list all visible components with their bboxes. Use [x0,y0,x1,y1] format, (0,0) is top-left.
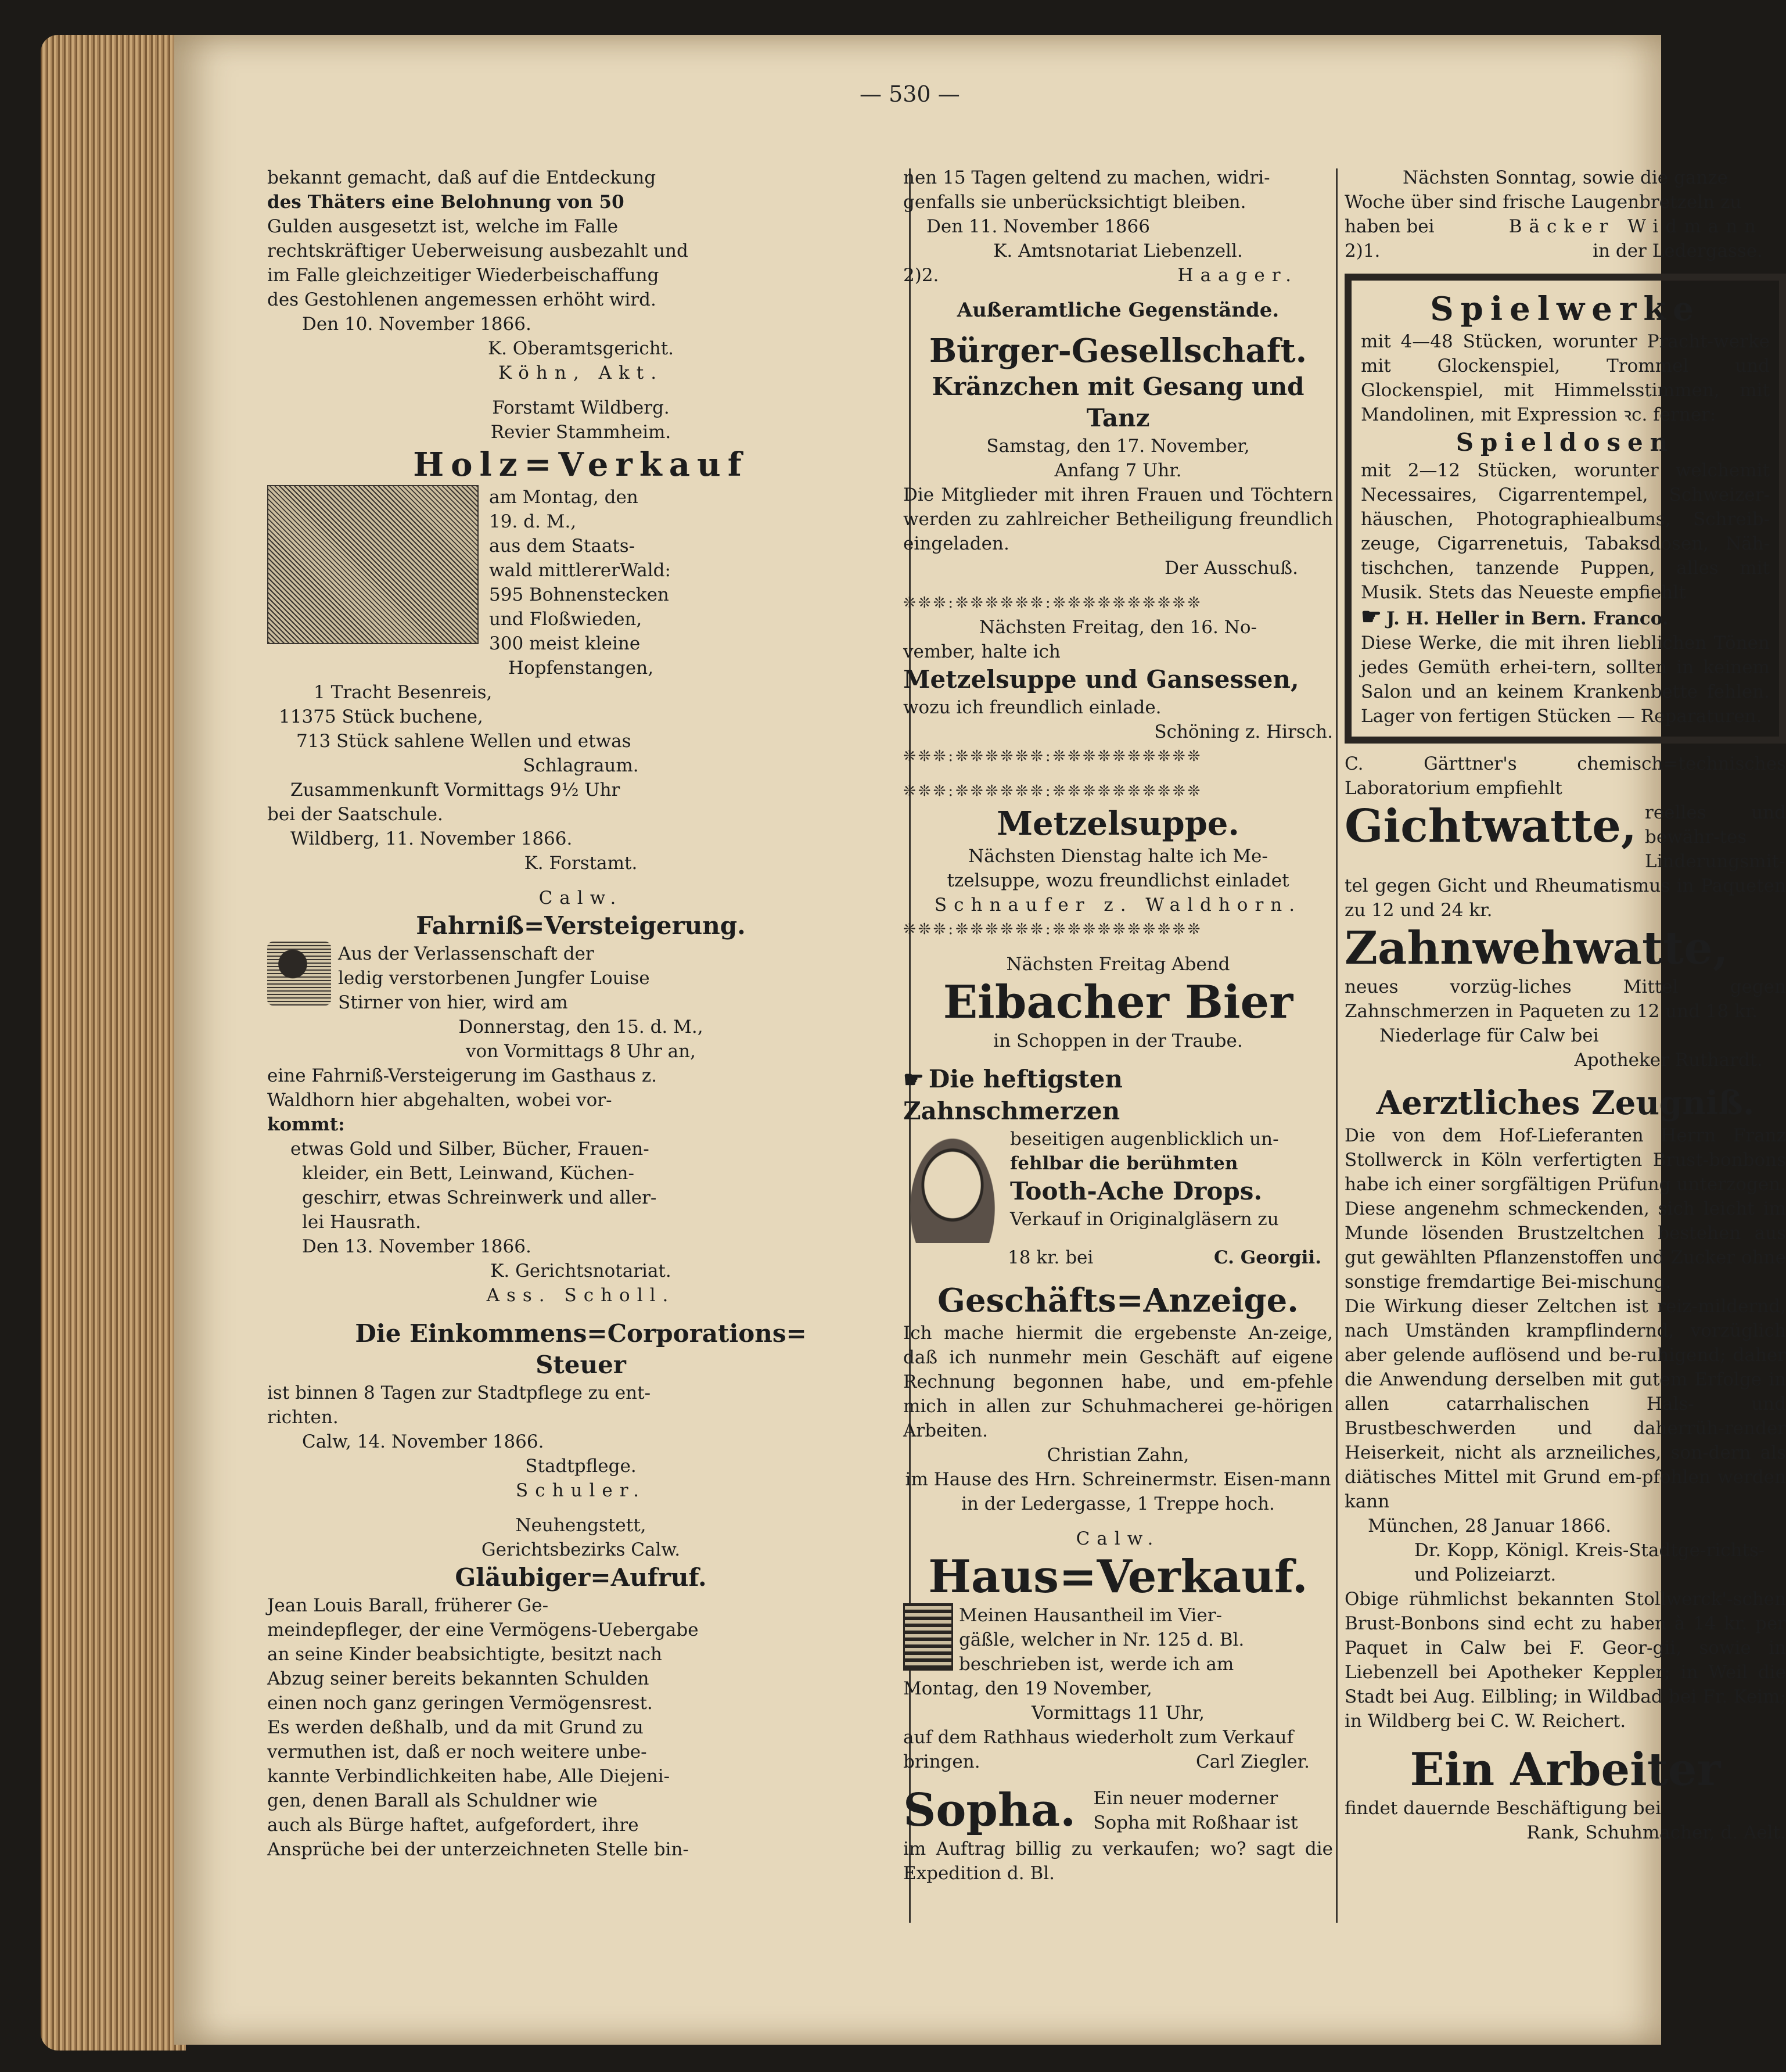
bretzel-num: 2)1. [1345,240,1381,261]
glaeubiger-pre1: Neuhengstett, [515,1515,646,1536]
zeugniss-ad [1345,1083,1786,1733]
holz-meet2: bei der Saatschule. [267,804,443,825]
reward-line: rechtskräftiger Ueberweisung ausbezahlt und [267,240,688,261]
glaeubiger-line: Abzug seiner bereits bekannten Schulden [267,1668,649,1689]
bier-title: Eibacher Bier [943,976,1293,1029]
zeugniss-sign: Dr. Kopp, Königl. Kreis-Stadtge-richts- und Polizeiarzt. [1414,1540,1765,1585]
fahrniss-line: ledig verstorbenen Jungfer Louise [338,968,650,989]
forest-woodcut-image [267,485,479,644]
arbeiter-sign: Rank, Schuhmacher, d. Aelt. [1526,1822,1786,1843]
bretzel-ad [1345,166,1786,263]
arbeiter-text: findet dauernde Beschäftigung bei [1345,1798,1661,1819]
glaeubiger-title: Gläubiger=Aufruf. [455,1563,707,1592]
gaertner-depot: Niederlage für Calw bei [1379,1025,1599,1046]
section-heading: Außeramtliche Gegenstände. [957,299,1280,322]
buerger-sign: Der Ausschuß. [1165,558,1298,579]
gaertner-intro: C. Gärttner's chemisch=technisches Laboratorium empfiehlt [1345,753,1786,799]
holz-date: Wildberg, 11. November 1866. [290,828,573,849]
arbeiter-title: Ein Arbeiter [1410,1743,1721,1796]
column-3 [1345,166,1786,1855]
holz-line: Hopfenstangen, [508,658,654,678]
bier-post: in Schoppen in der Traube. [993,1030,1243,1051]
spielwerke-title: Spielwerke [1430,290,1701,328]
holz-pre2: Revier Stammheim. [490,422,671,443]
reward-date: Den 10. November 1866. [302,314,531,335]
holz-line: am Montag, den [489,487,638,508]
gichtwatte-text: reelles und bewähr-tes Linderungsmit-tel gegen Gicht und Rheumatismus in Paqueten zu 12 und 24 kr. [1345,802,1786,921]
bretzel-addr: in der Ledergasse. [1593,240,1763,261]
zeugniss-text3: Obige rühmlichst bekannten Stollwerck'-schen Brust-Bonbons sind echt zu haben à 14 kr. per Paquet in Calw bei F. Geor-gii, sowie in Liebenzell bei Apotheker Keppler; in Weil die Stadt bei Aug. Eilbling; in Wildbad bei Fr. Keim; in Wildberg bei C. W. Reichert. [1345,1589,1786,1732]
metzelsuppe-line: Nächsten Dienstag halte ich Me- [968,846,1268,867]
fahrniss-line: eine Fahrniß-Versteigerung im Gasthaus z. [267,1065,657,1086]
glaeubiger-line: an seine Kinder beabsichtigte, besitzt nach [267,1644,662,1665]
notariat-office: K. Amtsnotariat Liebenzell. [993,240,1243,261]
reward-office: K. Oberamtsgericht. [487,338,674,359]
sopha-rest: im Auftrag billig zu verkaufen; wo? sagt die Expedition d. Bl. [903,1838,1333,1884]
geschaeft-sign: Christian Zahn, [1047,1445,1190,1466]
holz-line2: 1 Tracht Besenreis, [314,682,493,703]
holz-meet: Zusammenkunft Vormittags 9½ Uhr [290,780,620,800]
geschaeft-addr: im Hause des Hrn. Schreinermstr. Eisen-mann in der Ledergasse, 1 Treppe hoch. [905,1469,1331,1514]
steuer-ad [267,1318,894,1503]
glaeubiger-line: auch als Bürge haftet, aufgefordert, ihre [267,1815,639,1836]
holz-line: 595 Bohnenstecken [489,584,669,605]
geschaeft-ad [903,1280,1333,1516]
column-1 [267,166,894,1872]
glaeubiger-pre2: Gerichtsbezirks Calw. [481,1539,681,1560]
holz-verkauf-ad [267,396,894,875]
gansessen-ad [903,591,1333,769]
spielwerke-text3: Diese Werke, die mit ihren lieblichen Tönen jedes Gemüth erhei-tern, sollten in keinem Salon und an keinem Krankenbette fehlen. Lager von fertigen Stücken — Reparaturen. [1361,633,1770,727]
notariat-line: genfalls sie unberücksichtigt bleiben. [903,192,1246,213]
holz-line: aus dem Staats- [489,536,635,556]
toothache-line: beseitigen augenblicklich un- [1010,1129,1279,1150]
holz-line: 19. d. M., [489,511,577,532]
spielwerke-text2: mit 2—12 Stücken, worunter welchemit Necessaires, Cigarrentempel, Schweizer-häuschen, Photographiealbums, Schreib-zeuge, Cigarrenetuis, Tabaksdosen, Näh-tischchen, tanzende Puppen, alles mit Musik. Stets das Neueste empfiehlt [1361,460,1770,603]
fahrniss-line: geschirr, etwas Schreinwerk und aller- [302,1187,657,1208]
glaeubiger-line: vermuthen ist, daß er noch weitere unbe- [267,1741,647,1762]
haus-title: Haus=Verkauf. [928,1550,1308,1603]
buerger-line: Anfang 7 Uhr. [1054,460,1182,481]
gansessen-invite: wozu ich freundlich einlade. [903,697,1162,718]
fahrniss-line: Aus der Verlassenschaft der [338,943,594,964]
holz-line2: Schlagraum. [523,755,639,776]
steuer-date: Calw, 14. November 1866. [302,1431,544,1452]
metzelsuppe-line: tzelsuppe, wozu freundlichst einladet [947,870,1289,891]
bretzel-seller: Bäcker Widmann [1508,216,1763,237]
toothache-line: fehlbar die berühmten [1010,1153,1238,1174]
gichtwatte-title: Gichtwatte, [1345,800,1637,853]
fahrniss-line: lei Hausrath. [302,1212,421,1233]
reward-line: des Thäters eine Belohnung von 50 [267,192,624,213]
metzelsuppe-title: Metzelsuppe. [997,805,1239,843]
buerger-sub: Kränzchen mit Gesang und Tanz [932,372,1305,432]
buerger-line: Samstag, den 17. November, [986,436,1250,457]
notariat-line: nen 15 Tagen geltend zu machen, widri- [903,167,1270,188]
spieldosen-title: Spieldosen [1456,428,1675,457]
bier-pre: Nächsten Freitag Abend [1006,954,1230,975]
fahrniss-line: etwas Gold und Silber, Bücher, Frauen- [290,1139,649,1159]
star-border: ❊❊❊:❊❊❊❊❊❊:❊❊❊❊❊❊❊❊❊❊ [903,748,1203,765]
notariat-date: Den 11. November 1866 [926,216,1150,237]
fahrniss-line: Stirner von hier, wird am [338,992,568,1013]
bretzel-line: haben bei [1345,216,1435,237]
gaertner-ad [1345,752,1786,1072]
reward-line: im Falle gleichzeitiger Wiederbeischaffung [267,265,659,286]
gansessen-line: vember, halte ich [903,641,1061,662]
glaeubiger-ad [267,1513,894,1862]
steuer-line: ist binnen 8 Tagen zur Stadtpflege zu ent- [267,1382,651,1403]
pointing-hand-icon: ☛ [903,1066,924,1093]
gansessen-line: Nächsten Freitag, den 16. No- [979,617,1257,638]
fahrniss-line: Waldhorn hier abgehalten, wobei vor- [267,1090,612,1111]
notariat-num: 2)2. [903,265,939,286]
glaeubiger-line: einen noch ganz geringen Vermögensrest. [267,1693,653,1714]
glaeubiger-line: Ansprüche bei der unterzeichneten Stelle bin- [267,1839,689,1860]
steuer-line: richten. [267,1407,339,1428]
star-border: ❊❊❊:❊❊❊❊❊❊:❊❊❊❊❊❊❊❊❊❊ [903,921,1203,938]
star-border: ❊❊❊:❊❊❊❊❊❊:❊❊❊❊❊❊❊❊❊❊ [903,782,1203,800]
notariat-sign: Haager. [1177,265,1298,286]
haus-line: gäßle, welcher in Nr. 125 d. Bl. [959,1629,1245,1650]
metzelsuppe-sign: Schnaufer z. Waldhorn. [934,895,1302,915]
holz-sign: K. Forstamt. [524,853,638,874]
buerger-ad [903,331,1333,580]
fahrniss-ad [267,886,894,1308]
page-number: — 530 — [860,81,960,107]
pointing-hand-icon: ☛ [1361,603,1382,630]
toothache-seller: C. Georgii. [1214,1247,1321,1268]
face-woodcut-image [903,1127,1002,1243]
haus-line: beschrieben ist, werde ich am [959,1654,1234,1675]
spielwerke-seller: J. H. Heller in Bern. Franco. [1386,608,1669,629]
haus-last: bringen. [903,1751,980,1772]
gaertner-seller: Apotheker Ruthardt. [1574,1050,1763,1071]
zeugniss-title: Aerztliches Zeugniß. [1376,1084,1755,1122]
steuer-title: Die Einkommens=Corporations= [355,1319,807,1348]
haus-line: Montag, den 19 November, [903,1678,1152,1699]
glaeubiger-line: gen, denen Barall als Schuldner wie [267,1790,598,1811]
steuer-title2: Steuer [536,1351,626,1379]
fahrniss-date: Den 13. November 1866. [302,1236,531,1257]
bretzel-line: Woche über sind frische Laugenbretzeln zu [1345,192,1742,213]
steuer-sign: Schuler. [515,1480,646,1501]
gansessen-sign: Schöning z. Hirsch. [1154,721,1333,742]
notariat-notice [903,166,1333,288]
fahrniss-line: Donnerstag, den 15. d. M., [458,1017,703,1037]
reward-line: Gulden ausgesetzt ist, welche im Falle [267,216,619,237]
auctioneer-woodcut-image [267,942,331,1006]
haus-line: Meinen Hausantheil im Vier- [959,1605,1222,1626]
sopha-ad [903,1784,1333,1886]
toothache-price: 18 kr. bei [1008,1247,1094,1268]
glaeubiger-line: Jean Louis Barall, früherer Ge- [267,1595,549,1616]
fahrniss-place: Calw. [538,888,623,908]
column-rule-right [1336,168,1338,1923]
metzelsuppe-ad [903,779,1333,942]
steuer-office: Stadtpflege. [525,1456,637,1477]
toothache-title: Die heftigsten Zahnschmerzen [903,1065,1123,1125]
holz-pre1: Forstamt Wildberg. [492,397,670,418]
haus-sign: Carl Ziegler. [1196,1751,1310,1772]
toothache-product: Tooth-Ache Drops. [1010,1177,1263,1205]
zeugniss-text1: Die von dem Hof-Lieferanten Herrn Franz Stollwerck in Köln verfertigten Brust-bonbons habe ich einer sorgfältigen Prüfung unterzogen. Diese angenehm schmeckenden, sich leicht im Munde lösenden Brustzeltchen bestehen aus gut gewählten Pflanzenstoffen und Zucker ohne sonstige fremdartige Bei-mischung. [1345,1125,1786,1292]
haus-place: Calw. [1076,1528,1160,1549]
star-border: ❊❊❊:❊❊❊❊❊❊:❊❊❊❊❊❊❊❊❊❊ [903,594,1203,612]
column-2 [903,166,1333,1896]
reward-line: des Gestohlenen angemessen erhöht wird. [267,289,656,310]
holz-line2: 713 Stück sahlene Wellen und etwas [296,731,631,752]
haus-line: Vormittags 11 Uhr, [1032,1703,1205,1723]
fahrniss-office: K. Gerichtsnotariat. [490,1261,671,1281]
glaeubiger-line: kannte Verbindlichkeiten habe, Alle Diejeni- [267,1766,670,1787]
fahrniss-line: kleider, ein Bett, Leinwand, Küchen- [302,1163,635,1184]
house-woodcut-image [903,1603,953,1671]
holz-line: wald mittlererWald: [489,560,671,581]
buerger-text: Die Mitglieder mit ihren Frauen und Töchtern werden zu zahlreicher Betheiligung freundlich eingeladen. [903,484,1333,554]
holz-title: Holz=Verkauf [413,446,749,484]
haus-ad [903,1527,1333,1774]
zeugniss-date: München, 28 Januar 1866. [1368,1516,1612,1536]
haus-line: auf dem Rathhaus wiederholt zum Verkauf [903,1727,1293,1748]
zahnwehwatte-text: neues vorzüg-liches Mittel gegen Zahnschmerzen in Paqueten zu 12 und 18 kr. [1345,976,1786,1022]
bretzel-line: Nächsten Sonntag, sowie die ganze [1403,167,1728,188]
glaeubiger-line: meindepfleger, der eine Vermögens-Uebergabe [267,1619,699,1640]
toothache-ad [903,1064,1333,1270]
zeugniss-text2: Die Wirkung dieser Zeltchen ist reiz-mildernd, nach Umständen krampflindernd, vorzüglich aber gelende auflösend und be-ruhigend; daher die Anwendung derselben mit gutem Erfolge in allen catarrhalischen Hals- und Brustbeschwerden und daherrüh-render Heiserkeit, nicht als arzneiliches, son-dern als diätisches Mittel mit Grund em-pfohlen werden kann [1345,1296,1786,1512]
bier-ad [903,952,1333,1053]
reward-sign: Köhn, Akt. [498,362,664,383]
reward-notice [267,166,894,385]
holz-line: 300 meist kleine [489,633,641,654]
fahrniss-line: kommt: [267,1114,345,1135]
zahnwehwatte-title: Zahnwehwatte, [1345,922,1728,975]
holz-line2: 11375 Stück buchene, [279,706,483,727]
glaeubiger-line: Es werden deßhalb, und da mit Grund zu [267,1717,644,1738]
geschaeft-text: Ich mache hiermit die ergebenste An-zeige, daß ich nunmehr mein Geschäft auf eigene Rechnung begonnen habe, und em-pfehle mich in allen zur Schuhmacherei ge-hörigen Arbeiten. [903,1323,1333,1441]
book-page-edges [41,35,186,2051]
sopha-title: Sopha. [903,1784,1076,1837]
sopha-line: Ein neuer moderner [1093,1788,1278,1809]
buerger-title: Bürger-Gesellschaft. [929,332,1307,370]
reward-line: bekannt gemacht, daß auf die Entdeckung [267,167,656,188]
holz-line: und Floßwieden, [489,609,642,630]
fahrniss-line: von Vormittags 8 Uhr an, [466,1041,696,1062]
arbeiter-ad [1345,1744,1786,1845]
spielwerke-text1: mit 4—48 Stücken, worunter Pracht-werke mit Glockenspiel, Trommel und Glockenspiel, mit Himmelsstimmen, mit Mandolinen, mit Expression ꝛc. ferner: [1361,331,1770,425]
gansessen-title: Metzelsuppe und Gansessen, [903,665,1299,694]
geschaeft-title: Geschäfts=Anzeige. [937,1281,1299,1320]
toothache-sale: Verkauf in Originalgläsern zu [1010,1209,1279,1230]
fahrniss-title: Fahrniß=Versteigerung. [416,911,746,940]
newspaper-page [174,35,1786,2045]
spielwerke-ad [1345,274,1786,744]
fahrniss-sign: Ass. Scholl. [486,1285,675,1306]
sopha-line: Sopha mit Roßhaar ist [1093,1812,1298,1833]
